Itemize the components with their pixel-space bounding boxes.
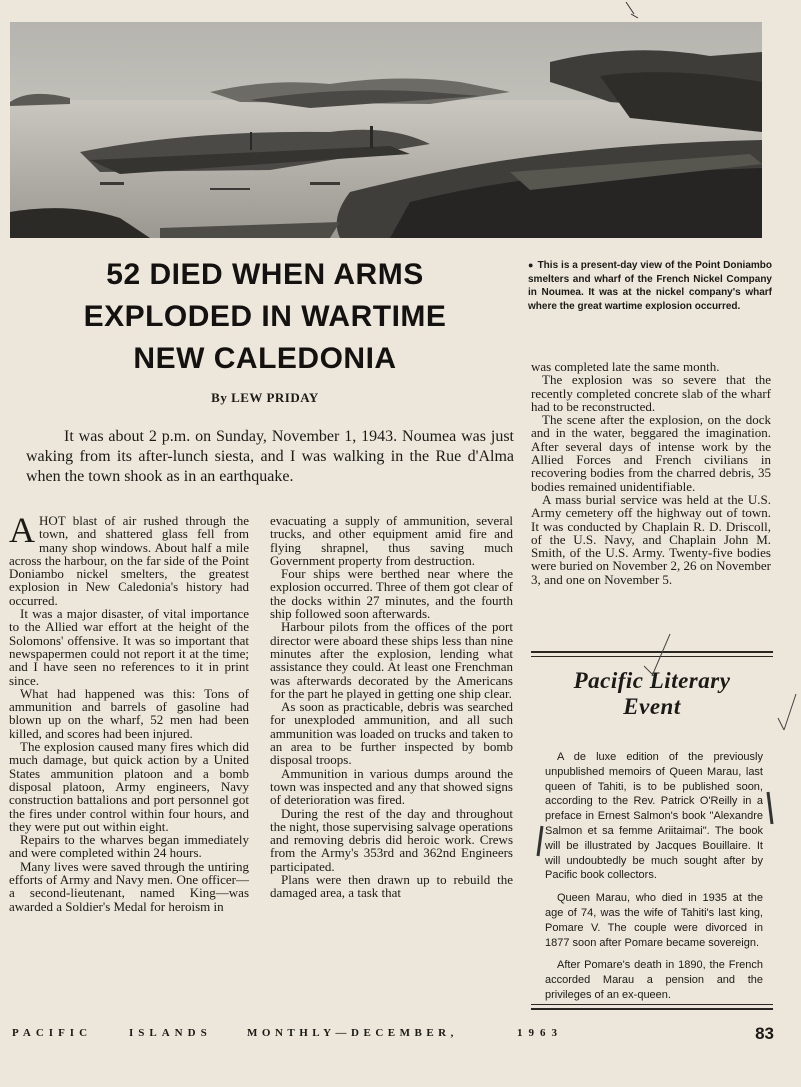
article-paragraph: The explosion caused many fires which did much damage, but quick action by a United States ammunition platoon and a bomb disposal platoon, Army engineers, Navy construction battalions and port personnel got the fires under control within four hours, and they were put out within eight. — [9, 739, 249, 834]
drop-cap: A — [9, 510, 35, 550]
article-paragraph: Ammunition in various dumps around the town was inspected and any that showed signs of deterioration was fired. — [270, 765, 513, 808]
page-number: 83 — [755, 1024, 774, 1043]
article-paragraph: A mass burial service was held at the U.S. Army cemetery off the highway out of town. It was conducted by Chaplain R. D. Driscoll, of the U.S. Navy, and Chaplain John M. Smith, of the U.S. Army. Twenty-five bodies were buried on November 2, 26 on November 3, and one on November 5. — [531, 491, 771, 587]
article-paragraph: evacuating a supply of ammunition, several trucks, and other equipment amid fire and flying shrapnel, thus saving much Government property from destruction. — [270, 513, 513, 568]
lead-paragraph: It was about 2 p.m. on Sunday, November 1, 1943. Noumea was just waking from its after-lunch siesta, and I was walking in the Rue d'Alma when the town shook as in an earthquake. — [26, 428, 514, 485]
article-column-3 — [531, 360, 771, 586]
article-paragraph: What had happened was this: Tons of ammunition and barrels of gasoline had blown up on the wharf, 52 men had been killed, and scores had been injured. — [9, 685, 249, 741]
footer-publication: PACIFIC — [12, 1027, 93, 1039]
article-column-1 — [9, 510, 249, 914]
footer-issue: MONTHLY—DECEMBER, — [247, 1027, 458, 1039]
article-paragraph: Plans were then drawn up to rebuild the damaged area, a task that — [270, 872, 513, 901]
harbour-photo — [10, 22, 762, 238]
caption-text: This is a present-day view of the Point Doniambo smelters and wharf of the French Nickel Company in Noumea. It was at the nickel company's wharf where the great wartime explosion occurred. — [528, 260, 773, 312]
pencil-mark-icon — [534, 824, 546, 858]
article-paragraph: was completed late the same month. — [531, 359, 720, 374]
headline-line: 52 DIED WHEN ARMS — [106, 258, 424, 291]
sidebar-title-line: Pacific Literary — [573, 668, 731, 693]
article-paragraph: As soon as practicable, debris was searched for unexploded ammunition, and all such ammunition was loaded on trucks and taken to an area to be further inspected by bomb disposal troops. — [270, 699, 513, 768]
sidebar-bottom-rule — [531, 1004, 773, 1010]
article-paragraph: Repairs to the wharves began immediately and were completed within 24 hours. — [9, 832, 249, 861]
sidebar-paragraph: A de luxe edition of the previously unpublished memoirs of Queen Marau, last queen of Tahiti, is to be published soon, according to the Rev. Patrick O'Reilly in a preface in Ernest Salmon's book "Alexandre Salmon et sa femme Ariitaimai". The book will be illustrated by Jacques Bouillaire. It will undoubtedly be much sought after by Pacific book collectors. — [545, 751, 763, 882]
pencil-mark-icon — [764, 790, 784, 830]
footer-publication-2: ISLANDS — [129, 1027, 212, 1039]
article-column-2 — [270, 514, 513, 900]
footer-year: 1963 — [517, 1027, 563, 1039]
article-paragraph: Four ships were berthed near where the explosion occurred. Three of them got clear of the docks within 27 minutes, and the fourth ship followed soon afterwards. — [270, 566, 513, 622]
bullet-icon: ● — [528, 260, 534, 270]
pencil-mark-icon — [620, 0, 644, 22]
article-paragraph: During the rest of the day and throughout the night, those supervising salvage operations and removing debris did heroic work. Crews from the Army's 353rd and 362nd Engineers participated. — [270, 805, 513, 874]
photo-caption — [528, 259, 772, 313]
page-footer — [12, 1024, 774, 1044]
article-paragraph: Harbour pilots from the offices of the port director were aboard these ships less than nine minutes after the explosion, lending what assistance they could. At least one Frenchman was afterwards decorated by the Americans for the part he played in getting one ship clear. — [270, 619, 513, 701]
article-paragraph: AHOT blast of air rushed through the town, and shattered glass fell from many shop windows. About half a mile across the harbour, on the far side of the Point Doniambo nickel smelters, the greatest explosion in New Caledonia's history had occurred. — [9, 510, 249, 608]
headline-line: NEW CALEDONIA — [133, 342, 397, 375]
headline-line: EXPLODED IN WARTIME — [83, 300, 447, 333]
article-paragraph: Many lives were saved through the untiring efforts of Army and Navy men. One officer—a second-lieutenant, named King—was awarded a Soldier's Medal for heroism in — [9, 858, 249, 914]
article-paragraph: The explosion was so severe that the recently completed concrete slab of the wharf had to be reconstructed. — [531, 372, 771, 414]
pencil-mark-icon — [776, 690, 800, 740]
article-paragraph: The scene after the explosion, on the dock and in the water, beggared the imagination. After several days of intense work by the Allied Forces and French civilians in recovering bodies from the charred debris, 35 bodies remained unidentifiable. — [531, 412, 771, 494]
byline: By LEW PRIDAY — [211, 390, 319, 405]
article-paragraph: It was a major disaster, of vital importance to the Allied war effort at the height of the Solomons' offensive. It was so important that newspapermen could not report it at the time; and I have seen no references to it in print since. — [9, 606, 249, 688]
article-headline — [30, 254, 500, 380]
sidebar-paragraph: Queen Marau, who died in 1935 at the age of 74, was the wife of Tahiti's last king, Pomare V. The couple were divorced in 1877 soon after Pomare became sovereign. — [545, 892, 763, 949]
pencil-mark-icon — [640, 630, 680, 680]
sidebar-title-line: Event — [623, 694, 681, 719]
sidebar-body — [545, 750, 763, 1011]
sidebar-paragraph: After Pomare's death in 1890, the French accorded Marau a pension and the privileges of an ex-queen. — [545, 959, 763, 1001]
